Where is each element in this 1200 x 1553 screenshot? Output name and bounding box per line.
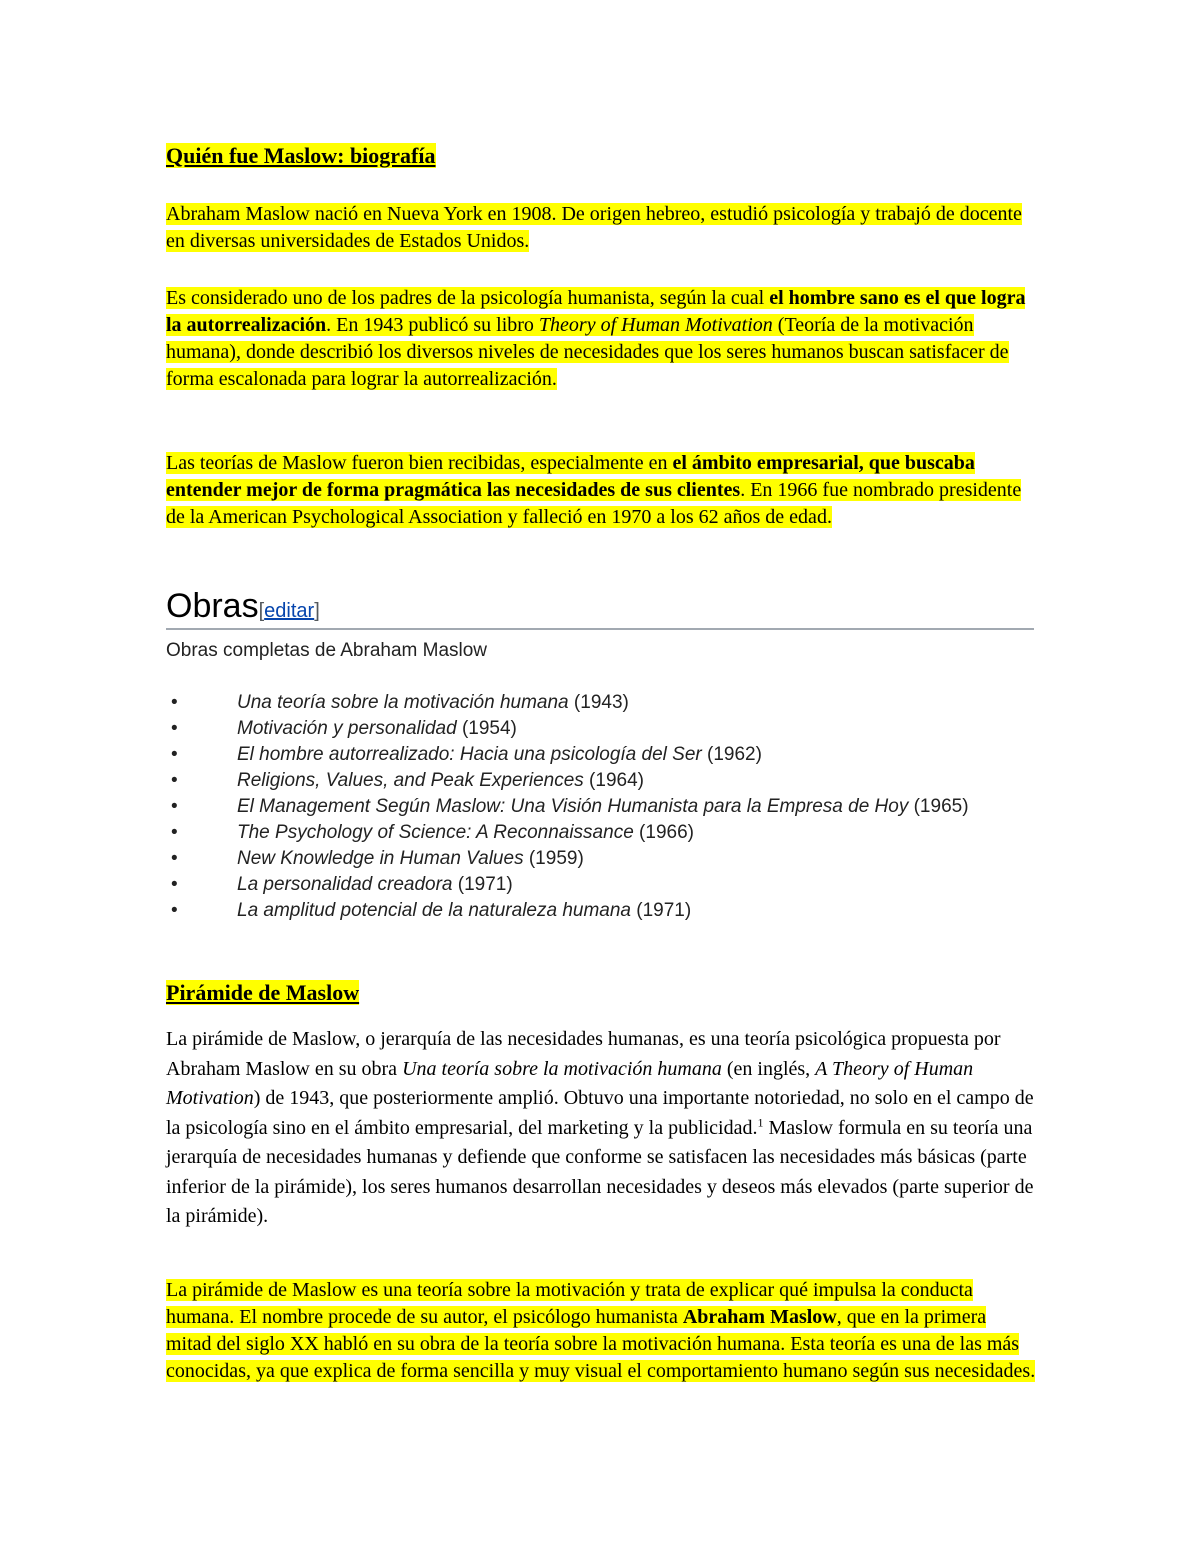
works-list-item: [166, 690, 1066, 716]
paragraph-humanist: Es considerado uno de los padres de la psicología humanista, según la cual el hombre sano es el que logra la autorrealización. En 1943 publicó su libro Theory of Human Motivation (Teoría de la motivación humana), donde describió los diversos niveles de necesidades que los seres humanos buscan satisfacer de forma escalonada para lograr la autorrealización.: [166, 287, 1026, 390]
works-list-item: [166, 872, 1066, 898]
bullet-icon: •: [171, 874, 178, 895]
work-year: (1964): [583, 770, 644, 791]
work-year: (1954): [456, 718, 517, 739]
work-year: (1943): [568, 692, 629, 713]
work-title: El Management Según Maslow: Una Visión Humanista para la Empresa de Hoy: [237, 796, 909, 817]
work-year: (1959): [523, 848, 584, 869]
work-year: (1966): [633, 822, 694, 843]
work-year: (1962): [701, 744, 762, 765]
paragraph-reception: Las teorías de Maslow fueron bien recibidas, especialmente en el ámbito empresarial, que buscaba entender mejor de forma pragmática las necesidades de sus clientes. En 1966 fue nombrado presidente de la American Psychological Association y falleció en 1970 a los 62 años de edad.: [166, 452, 1022, 528]
obras-title: Obras: [166, 587, 259, 625]
paragraph-pyramid-definition: La pirámide de Maslow, o jerarquía de las necesidades humanas, es una teoría psicológica propuesta por Abraham Maslow en su obra Una teoría sobre la motivación humana (en inglés, A Theory of Human Motivation) de 1943, que posteriormente amplió. Obtuvo una importante notoriedad, no solo en el campo de la psicología sino en el ámbito empresarial, del marketing y la publicidad.$^1$ Maslow formula en su teoría una jerarquía de necesidades humanas y defiende que conforme se satisfacen las necesidades más básicas (parte inferior de la pirámide), los seres humanos desarrollan necesidades y deseos más elevados (parte superior de la pirámide).: [166, 1028, 1034, 1227]
paragraph-birth: Abraham Maslow nació en Nueva York en 1908. De origen hebreo, estudió psicología y trabajó de docente en diversas universidades de Estados Unidos.: [166, 203, 1022, 252]
works-list-item: [166, 742, 1066, 768]
work-title: New Knowledge in Human Values: [237, 848, 524, 869]
work-title: El hombre autorrealizado: Hacia una psicología del Ser: [237, 744, 702, 765]
obras-header: [166, 584, 1034, 630]
work-title: La personalidad creadora: [237, 874, 453, 895]
work-title: Una teoría sobre la motivación humana: [237, 692, 569, 713]
works-list-item: [166, 716, 1066, 742]
works-list-item: [166, 794, 1066, 820]
works-list: [166, 690, 1066, 924]
works-list-item: [166, 898, 1066, 924]
work-title: The Psychology of Science: A Reconnaissance: [237, 822, 634, 843]
bullet-icon: •: [171, 900, 178, 921]
bullet-icon: •: [171, 770, 178, 791]
work-title: Motivación y personalidad: [237, 718, 457, 739]
heading-piramide: Pirámide de Maslow: [166, 980, 360, 1005]
edit-section: [editar]: [258, 600, 320, 622]
edit-link[interactable]: editar: [264, 600, 315, 622]
heading-biografia: Quién fue Maslow: biografía: [166, 143, 436, 168]
bullet-icon: •: [171, 796, 178, 817]
work-title: La amplitud potencial de la naturaleza humana: [237, 900, 631, 921]
paragraph-pyramid-motivation: La pirámide de Maslow es una teoría sobre la motivación y trata de explicar qué impulsa la conducta humana. El nombre procede de su autor, el psicólogo humanista Abraham Maslow, que en la primera mitad del siglo XX habló en su obra de la teoría sobre la motivación humana. Esta teoría es una de las más conocidas, ya que explica de forma sencilla y muy visual el comportamiento humano según sus necesidades.: [166, 1279, 1036, 1382]
bullet-icon: •: [171, 848, 178, 869]
bullet-icon: •: [171, 744, 178, 765]
footnote-ref[interactable]: 1: [757, 1114, 764, 1129]
works-list-item: [166, 768, 1066, 794]
work-title: Religions, Values, and Peak Experiences: [237, 770, 584, 791]
bullet-icon: •: [171, 718, 178, 739]
work-year: (1971): [631, 900, 692, 921]
works-list-item: [166, 820, 1066, 846]
bullet-icon: •: [171, 692, 178, 713]
obras-subtitle: Obras completas de Abraham Maslow: [166, 640, 488, 661]
work-year: (1971): [452, 874, 513, 895]
works-list-item: [166, 846, 1066, 872]
bullet-icon: •: [171, 822, 178, 843]
work-year: (1965): [908, 796, 969, 817]
